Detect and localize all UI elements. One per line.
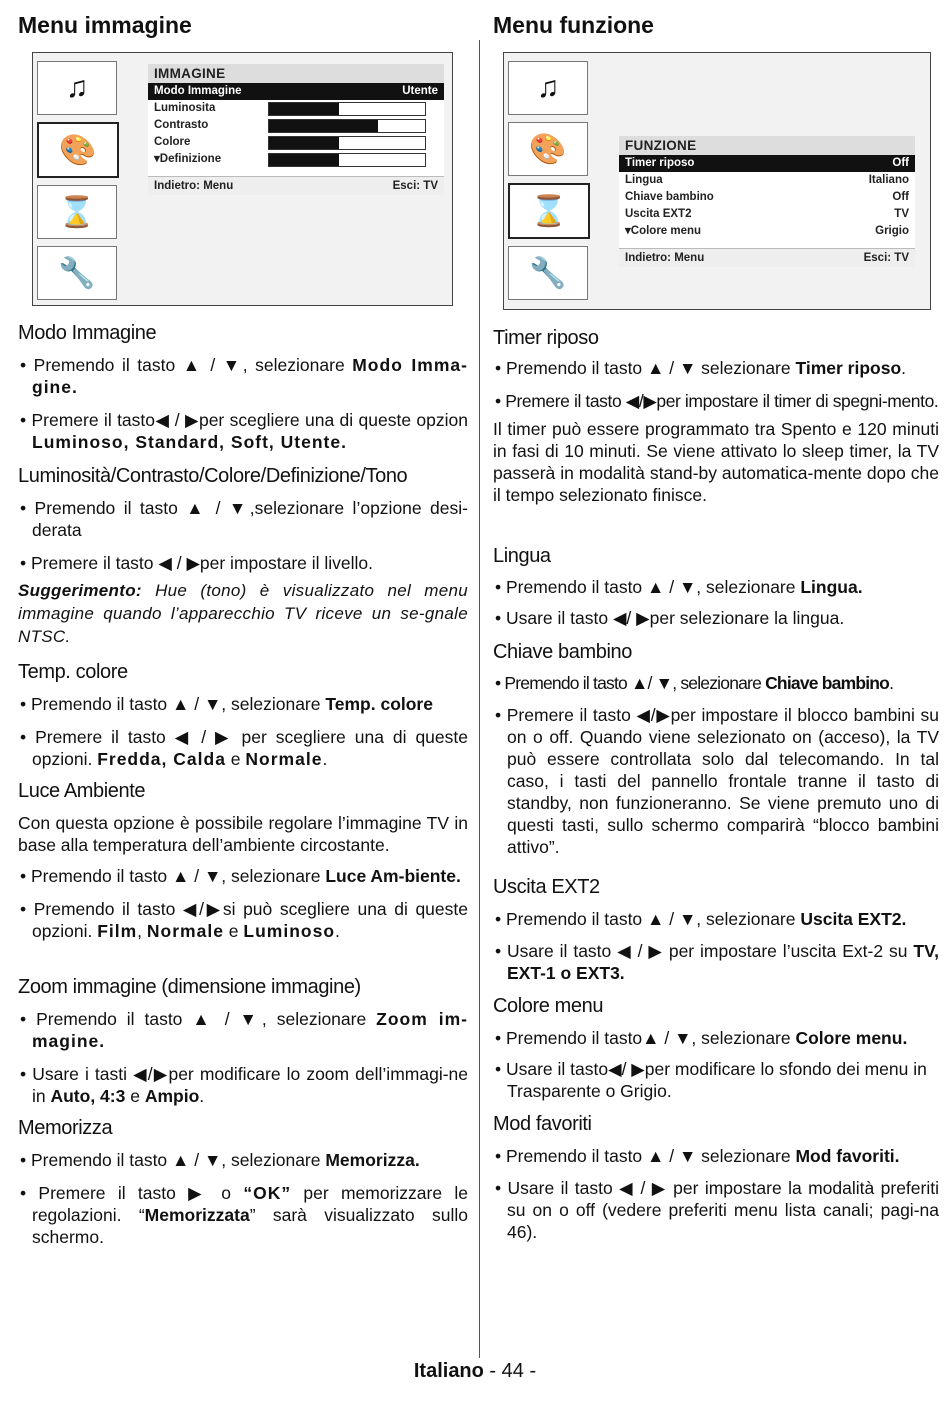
music-notes-icon: ♫ [508, 61, 588, 115]
function-menu [619, 136, 915, 267]
page-title-left: Menu immagine [18, 12, 192, 38]
section-heading: Timer riposo [493, 327, 599, 349]
page-footer [0, 1360, 950, 1383]
menu-row-label: Chiave bambino [625, 191, 714, 203]
tools-icon: 🔧 [508, 246, 588, 300]
column-divider [479, 40, 480, 1358]
bullet: • Usare il tasto ◀ / ▶ per impostare la modalità preferiti su on o off (vedere preferiti menu lista canali; pagi-na 46). [495, 1178, 939, 1242]
menu-row-colore[interactable] [148, 134, 444, 151]
palette-icon: 🎨 [508, 122, 588, 176]
menu-row-label: Uscita EXT2 [625, 208, 692, 220]
menu-row-label: ▾Definizione [154, 153, 222, 165]
section-modo-immagine [18, 322, 468, 453]
menu-row-value: Utente [402, 85, 438, 97]
bullet: • Premendo il tasto ▲ / ▼, selezionare Memorizza. [20, 1150, 420, 1170]
section-mod-favoriti [493, 1113, 939, 1243]
section-memorizza [18, 1117, 468, 1248]
section-uscita-ext2 [493, 876, 939, 984]
menu-exit-hint: Esci: TV [863, 252, 909, 264]
level-bar[interactable] [268, 119, 426, 133]
tip-note: Suggerimento: Hue (tono) è visualizzato nel menu immagine quando l’apparecchio TV riceve un se-gnale NTSC. [18, 581, 468, 646]
level-bar-fill [269, 137, 339, 149]
bullet: • Usare i tasti ◀/▶per modificare lo zoom dell’immagi-ne in Auto, 4:3 e Ampio. [20, 1064, 468, 1106]
picture-menu-screenshot [32, 52, 453, 306]
paragraph: Il timer può essere programmato tra Spento e 120 minuti in fasi di 10 minuti. Se viene attivato lo sleep timer, la TV passerà in modalità stand-by automatica-mente dopo che il tempo selezionato finisce. [493, 419, 939, 505]
section-heading: Mod favoriti [493, 1113, 592, 1135]
bullet: • Premere il tasto ◀/▶per impostare il timer di spegni-mento. [495, 391, 939, 411]
level-bar[interactable] [268, 153, 426, 167]
function-menu-screenshot [503, 52, 931, 310]
menu-row-colore-menu[interactable] [619, 223, 915, 240]
bullet: • Usare il tasto ◀/ ▶per selezionare la lingua. [495, 608, 845, 628]
section-heading: Zoom immagine (dimensione immagine) [18, 976, 361, 998]
lock-hourglass-icon: ⌛ [37, 185, 117, 239]
section-heading: Lingua [493, 545, 551, 567]
bullet: • Premere il tasto ◀/▶per impostare il blocco bambini su on o off. Quando viene selezionato on (acceso), la TV può essere controllata solo dal telecomando. In tal caso, i tasti del pannello frontale tranne il tasto di standby, non funzioneranno. Se viene premuto uno di questi tasti, sullo schermo comparirà “blocco bambini attivo”. [495, 705, 939, 857]
bullet: • Premendo il tasto ▲ / ▼, selezionare Modo Imma-gine. [20, 355, 468, 397]
menu-row-value: Off [892, 157, 909, 169]
level-bar-fill [269, 154, 339, 166]
section-chiave-bambino [493, 641, 939, 858]
menu-footer [619, 248, 915, 267]
menu-row-label: Modo Immagine [154, 85, 242, 97]
section-heading: Colore menu [493, 995, 604, 1017]
menu-back-hint: Indietro: Menu [625, 252, 705, 264]
section-lingua [493, 545, 939, 629]
menu-row-value: Off [892, 191, 909, 203]
menu-row-modo-immagine[interactable] [148, 83, 444, 100]
menu-row-label: ▾Colore menu [625, 225, 702, 237]
menu-row-value: Italiano [868, 174, 909, 186]
section-heading: Memorizza [18, 1117, 113, 1139]
bullet: • Premendo il tasto ▲ / ▼, selezionare Luce Am-biente. [20, 866, 461, 886]
menu-exit-hint: Esci: TV [392, 180, 438, 192]
section-luce-ambiente [18, 780, 468, 942]
bullet: • Premendo il tasto ▲ / ▼ selezionare Timer riposo. [495, 358, 907, 378]
tools-icon: 🔧 [37, 246, 117, 300]
section-luminosita [18, 465, 468, 648]
menu-row-value: TV [894, 208, 909, 220]
menu-row-definizione[interactable] [148, 151, 444, 168]
menu-icon-column [508, 61, 590, 307]
menu-footer [148, 176, 444, 195]
section-timer-riposo [493, 327, 939, 506]
bullet: • Usare il tasto ◀ / ▶ per impostare l’uscita Ext-2 su TV, EXT-1 o EXT3. [495, 941, 939, 983]
section-colore-menu [493, 995, 939, 1102]
menu-row-contrasto[interactable] [148, 117, 444, 134]
bullet: • Premere il tasto ◀ / ▶ per scegliere una di queste opzioni. Fredda, Calda e Normale. [20, 727, 468, 769]
page-title-right: Menu funzione [493, 12, 654, 38]
menu-row-luminosita[interactable] [148, 100, 444, 117]
lock-hourglass-icon: ⌛ [508, 183, 590, 239]
bullet: • Usare il tasto◀/ ▶per modificare lo sfondo dei menu in Trasparente o Grigio. [495, 1059, 927, 1101]
section-heading: Uscita EXT2 [493, 876, 600, 898]
page-number: - 44 - [483, 1360, 537, 1382]
menu-row-label: Lingua [625, 174, 663, 186]
section-heading: Luce Ambiente [18, 780, 146, 802]
section-heading: Temp. colore [18, 661, 128, 683]
level-bar[interactable] [268, 136, 426, 150]
menu-title: FUNZIONE [619, 136, 915, 155]
menu-icon-column [37, 61, 119, 307]
menu-row-label: Luminosita [154, 102, 216, 114]
level-bar[interactable] [268, 102, 426, 116]
bullet: • Premendo il tasto ▲ / ▼, selezionare Uscita EXT2. [495, 909, 907, 929]
menu-row-label: Timer riposo [625, 157, 695, 169]
bullet: • Premere il tasto ◀ / ▶per impostare il livello. [20, 553, 374, 573]
menu-title: IMMAGINE [148, 64, 444, 83]
menu-row-lingua[interactable] [619, 172, 915, 189]
level-bar-fill [269, 120, 378, 132]
bullet: • Premendo il tasto ◀/▶si può scegliere una di queste opzioni. Film, Normale e Luminoso. [20, 899, 468, 941]
bullet: • Premere il tasto◀ / ▶per scegliere una di queste opzion Luminoso, Standard, Soft, Utente. [20, 410, 468, 452]
menu-row-timer-riposo[interactable] [619, 155, 915, 172]
bullet: • Premendo il tasto ▲ / ▼, selezionare Temp. colore [20, 694, 433, 714]
picture-menu [148, 64, 444, 195]
bullet: • Premendo il tasto▲ / ▼, selezionare Colore menu. [495, 1028, 908, 1048]
bullet: • Premendo il tasto ▲/ ▼, selezionare Chiave bambino. [495, 673, 894, 693]
section-zoom-immagine [18, 976, 468, 1107]
bullet: • Premendo il tasto ▲ / ▼, selezionare Lingua. [495, 577, 863, 597]
footer-language: Italiano [413, 1360, 484, 1382]
menu-row-uscita-ext2[interactable] [619, 206, 915, 223]
bullet: • Premendo il tasto ▲ / ▼ selezionare Mod favoriti. [495, 1146, 900, 1166]
palette-icon: 🎨 [37, 122, 119, 178]
menu-back-hint: Indietro: Menu [154, 180, 234, 192]
bullet: • Premere il tasto ▶ o “OK” per memorizzare le regolazioni. “Memorizzata” sarà visualizzato sullo schermo. [20, 1183, 468, 1247]
paragraph: Con questa opzione è possibile regolare l’immagine TV in base alla temperatura dell’ambiente circostante. [18, 813, 468, 855]
menu-row-value: Grigio [875, 225, 909, 237]
level-bar-fill [269, 103, 339, 115]
menu-row-label: Contrasto [154, 119, 209, 131]
menu-row-chiave-bambino[interactable] [619, 189, 915, 206]
section-temp-colore [18, 661, 468, 770]
section-heading: Luminosità/Contrasto/Colore/Definizione/Tono [18, 465, 408, 487]
music-notes-icon: ♫ [37, 61, 117, 115]
section-heading: Modo Immagine [18, 322, 157, 344]
bullet: • Premendo il tasto ▲ / ▼, selezionare Zoom im-magine. [20, 1009, 468, 1051]
bullet: • Premendo il tasto ▲ / ▼,selezionare l’opzione desi-derata [20, 498, 468, 540]
section-heading: Chiave bambino [493, 641, 632, 663]
menu-row-label: Colore [154, 136, 191, 148]
